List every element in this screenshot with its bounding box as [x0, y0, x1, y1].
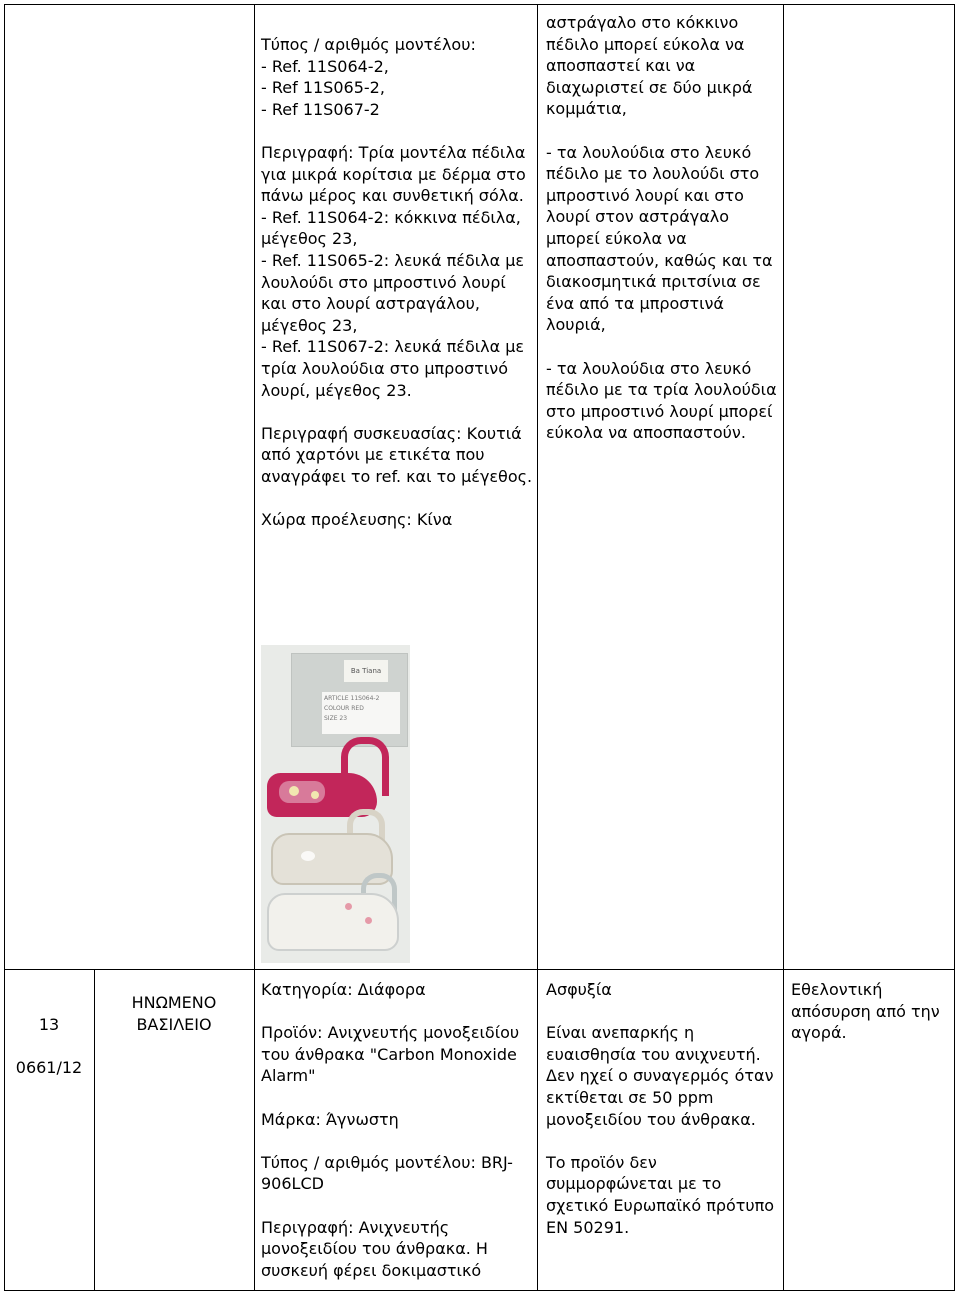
border-top	[4, 4, 955, 5]
product-description-cell: Τύπος / αριθμός μοντέλου: - Ref. 11S064-2, - Ref 11S065-2, - Ref 11S067-2 Περιγραφή: Τρία μοντέλα πέδιλα για μικρά κορίτσια με δέρμα στο πάνω μέρος και συνθετική σόλα. - Ref. 11S064-2: κόκκινα πέδιλα, μέγεθος 23, - Ref. 11S065-2: λευκά πέδιλα με λουλούδι στο μπροστινό λουρί και στο λουρί αστραγάλου, μέγεθος 23, - Ref. 11S067-2: λευκά πέδιλα με τρία λουλούδια στο μπροστινό λουρί, μέγεθος 23. Περιγραφή συσκευασίας: Κουτιά από χαρτόνι με ετικέτα που αναγράφει το ref. και το μέγεθος. Χώρα προέλευσης: Κίνα	[261, 35, 533, 530]
flower-decoration	[345, 903, 352, 910]
box-brand-label: Ba Tiana	[344, 660, 388, 682]
product-photo	[261, 645, 410, 963]
flower-decoration	[311, 791, 319, 799]
flower-decoration	[289, 786, 299, 796]
border-row	[4, 969, 955, 970]
country-cell: ΗΝΩΜΕΝΟ ΒΑΣΙΛΕΙΟ	[131, 993, 217, 1034]
border-col3	[537, 4, 538, 1291]
white-sandal	[267, 893, 399, 951]
flower-decoration	[365, 917, 372, 924]
border-right	[954, 4, 955, 1291]
flower-decoration	[301, 851, 315, 861]
shoe-box	[291, 653, 408, 747]
border-col1	[94, 969, 95, 1291]
row-number: 13	[38, 1014, 60, 1034]
notification-number: 0661/12	[15, 1057, 83, 1077]
risk-description-cell: αστράγαλο στο κόκκινο πέδιλο μπορεί εύκολα να αποσπαστεί και να διαχωριστεί σε δύο μικρά κομμάτια, - τα λουλούδια στο λευκό πέδιλο με το λουλούδι στο μπροστινό λουρί και στο λουρί στον αστράγαλο μπορεί εύκολα να αποσπαστούν, καθώς και τα διακοσμητικά πριτσίνια σε ένα από τα μπροστινά λουριά, - τα λουλούδια στο λευκό πέδιλο με τα τρία λουλούδια στο μπροστινό λουρί μπορεί εύκολα να αποσπαστούν.	[546, 13, 777, 443]
border-bottom	[4, 1290, 955, 1291]
risk-cell: Ασφυξία Είναι ανεπαρκής η ευαισθησία του ανιχνευτή. Δεν ηχεί ο συναγερμός όταν εκτίθεται σε 50 ppm μονοξειδίου του άνθρακα. Το προϊόν δεν συμμορφώνεται με το σχετικό Ευρωπαϊκό πρότυπο ΕΝ 50291.	[546, 980, 775, 1237]
border-col4	[783, 4, 784, 1291]
product-cell: Κατηγορία: Διάφορα Προϊόν: Ανιχνευτής μονοξειδίου του άνθρακα "Carbon Monoxide Alarm" Μάρκα: Άγνωστη Τύπος / αριθμός μοντέλου: BRJ-906LCD Περιγραφή: Ανιχνευτής μονοξειδίου του άνθρακα. Η συσκευή φέρει δοκιμαστικό	[261, 980, 520, 1280]
border-col2	[254, 4, 255, 1291]
row-number-cell	[4, 992, 94, 1100]
measures-cell: Εθελοντική απόσυρση από την αγορά.	[791, 980, 940, 1043]
box-sticker: ARTICLE 11S064-2 COLOUR RED SIZE 23	[322, 692, 400, 734]
